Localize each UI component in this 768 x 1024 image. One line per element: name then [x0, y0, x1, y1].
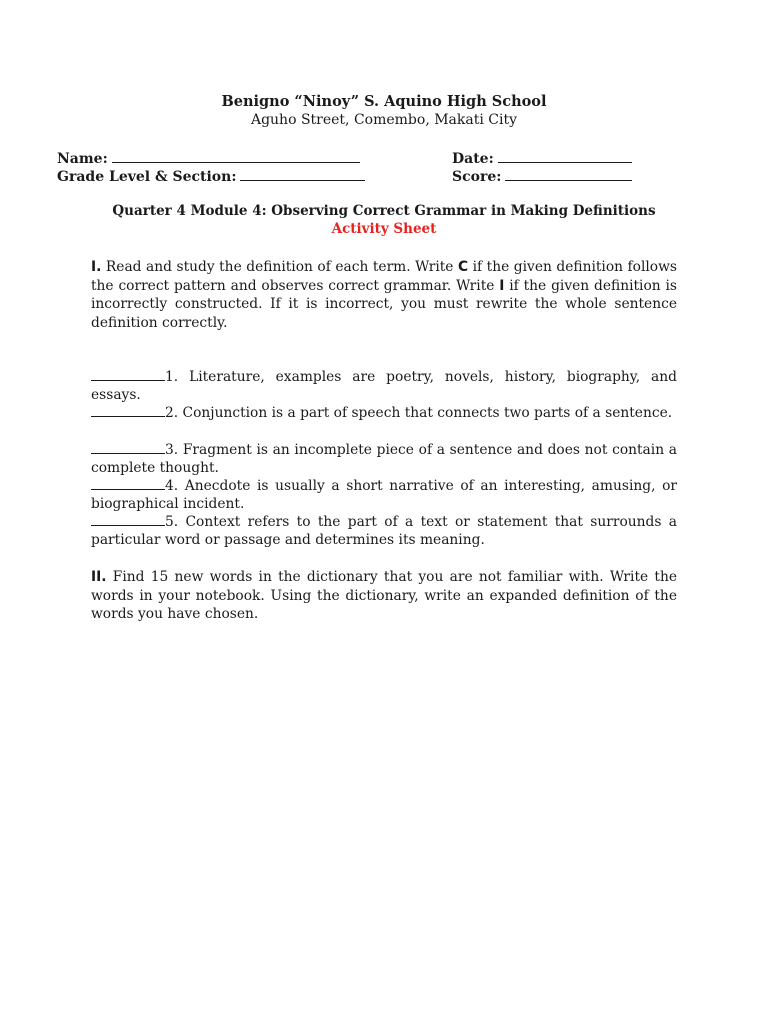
grade-section-label: Grade Level & Section:: [57, 169, 237, 185]
answer-blank-1[interactable]: [91, 368, 165, 381]
school-address: Aguho Street, Comembo, Makati City: [250, 112, 518, 128]
name-label: Name:: [57, 151, 108, 167]
item-2-text: 2. Conjunction is a part of speech that connects two parts of a sentence.: [165, 405, 673, 421]
item-4-text: 4. Anecdote is usually a short narrative of an interesting, amusing, or biographical incident.: [91, 478, 677, 513]
item-1-text: 1. Literature, examples are poetry, novels, history, biography, and essays.: [91, 369, 677, 404]
part1-numeral: I.: [91, 259, 102, 275]
part2-instructions: [91, 568, 677, 624]
part1-letter-c: C: [457, 259, 469, 275]
part2-numeral: II.: [91, 569, 107, 585]
part1-text-c: if the given definition is incorrectly constructed. If it is incorrect, you must rewrite the whole sentence definition correctly.: [91, 277, 677, 331]
score-blank-line: [505, 167, 632, 181]
answer-blank-5[interactable]: [91, 513, 165, 526]
item-2: [91, 404, 677, 422]
part1-text-b: if the given definition follows the correct pattern and observes correct grammar. Write: [91, 259, 677, 294]
score-field: [452, 167, 632, 185]
part1-letter-i: I: [499, 277, 505, 294]
grade-section-blank-line: [240, 167, 365, 181]
part2-text: Find 15 new words in the dictionary that you are not familiar with. Write the words in your notebook. Using the dictionary, write an expanded definition of the words you have chosen.: [91, 569, 677, 622]
grade-section-field: [57, 167, 365, 185]
date-label: Date:: [452, 151, 494, 167]
part1-instructions: [91, 258, 677, 332]
score-label: Score:: [452, 169, 502, 185]
item-5-text: 5. Context refers to the part of a text or statement that surrounds a particular word or passage and determines its meaning.: [91, 514, 677, 549]
item-3-text: 3. Fragment is an incomplete piece of a sentence and does not contain a complete thought.: [91, 442, 677, 477]
school-name: Benigno “Ninoy” S. Aquino High School: [221, 93, 547, 110]
name-blank-line: [112, 149, 360, 163]
item-5: [91, 513, 677, 550]
answer-blank-4[interactable]: [91, 477, 165, 490]
module-title: Quarter 4 Module 4: Observing Correct Grammar in Making Definitions: [112, 203, 656, 219]
part1-text-a: Read and study the definition of each term. Write: [101, 259, 458, 275]
activity-sheet-heading: Activity Sheet: [331, 221, 437, 237]
name-field: [57, 149, 360, 167]
item-3: [91, 441, 677, 478]
answer-blank-2[interactable]: [91, 404, 165, 417]
date-blank-line: [498, 149, 632, 163]
item-1: [91, 368, 677, 405]
answer-blank-3[interactable]: [91, 441, 165, 454]
date-field: [452, 149, 632, 167]
item-4: [91, 477, 677, 514]
